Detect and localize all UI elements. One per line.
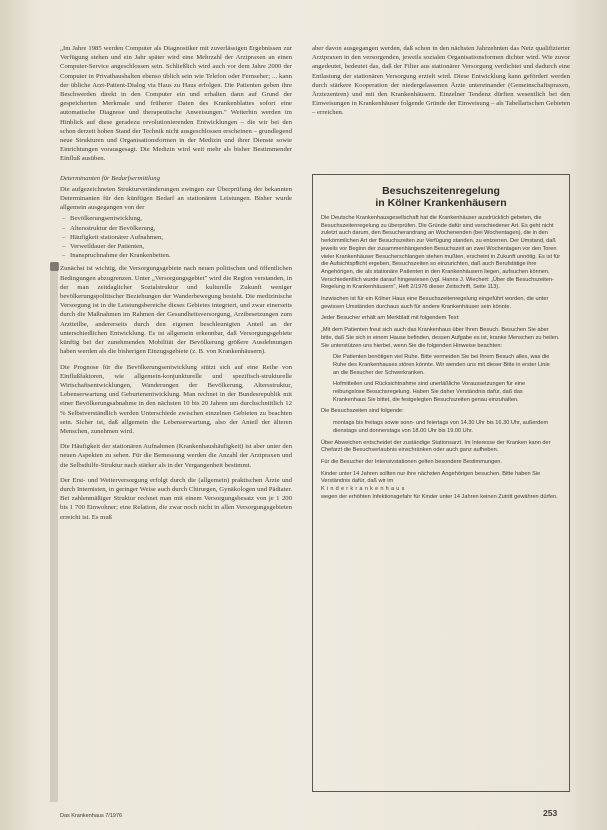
determinant-list — [60, 214, 292, 260]
box-indented-paragraph: Hofmitteilen und Rücksichtnahme sind unerläßliche Voraussetzungen für eine reibungslose Besuchsregelung. Haben Sie daher Verständnis dafür, daß das Krankenhaus Sie bittet, die festgelegten Besuchszeiten genau einzuhalten. — [333, 381, 526, 403]
box-paragraph: Über Abweichen entscheidet der zuständige Stationsarzt. Im Interesse der Kranken kann der Chefarzt die Besuchserlaubnis einschränken oder auch ganz aufheben. — [321, 439, 551, 454]
margin-mark — [50, 262, 59, 271]
info-box — [312, 174, 570, 792]
right-paragraph-1: aber davon ausgegangen werden, daß schon in den nächsten Jahrzehnten das Netz qualifizierter Arztpraxen in den versorgenden, jeweils sozialen Organisationsformen dichter wird. Wie zuvor angedeutet, bedeutet das, daß der Filter aus stationärer Versorgung verdichtet und dadurch eine Entlastung der stationären Versorgung erzielt wird. Diese Entwicklung kann gefördert werden durch stärkere Kooperation der niedergelassenen Ärzte untereinander (Gemeinschaftspraxen, Ärztezentren) und mit den Krankenhäusern. Einzelner Tendenz dürften wesentlich bei den Einweisungen in Krankenhäuser folgende Gründe der Einweisung – als Tabellarischen Gebieten – erreichen. — [312, 45, 570, 117]
list-item: – Inanspruchnahme der Krankenbetten. — [60, 251, 292, 260]
list-item: – Häufigkeit stationärer Aufnahmen, — [60, 233, 292, 242]
margin-shading — [50, 262, 58, 802]
box-quote: „Mit dem Patienten freut sich auch das Krankenhaus über Ihren Besuch. Besuchen Sie aber bitte, daß Sie sich in einem Hause befinden, dessen Aufgabe es ist, kranke Menschen zu heilen. Sie unterstützen uns hierbei, wenn Sie die folgenden Hinweise beachten: — [321, 327, 560, 349]
box-paragraph: Für die Besucher der Intensivstationen gelten besondere Bestimmungen. — [321, 458, 502, 465]
visiting-hours: montags bis freitags sowie sonn- und feiertags von 14.30 Uhr bis 16.30 Uhr, außerdem dienstags und donnerstags von 18.00 Uhr bis 19.00 Uhr. — [333, 420, 549, 434]
left-paragraph-1: „Im Jahre 1985 werden Computer als Diagnostiker mit zuverlässigen Ergebnissen zur Verfügung stehen und ein Jahr später wird eine Mehrzahl der Arztpraxen an einen Computer-Service angeschlossen sein. Schließlich wird auch vor dem Jahre 2000 der Computer in Privathaushalten ebenso üblich sein wie Telefon oder Fernseher; ... kann der übliche Arzt-Patient-Dialog via Haus zu Haus erfolgen. Die Patienten geben ihre Beschwerden direkt in den Computer ein und erhalten dann auf Grund der gespeicherten Merkmale und früherer Daten des Krankenblattes sofort eine automatische Diagnose und therapeutische Anweisungen." Weiterhin werden im Hinblick auf diese geradezu revolutionierenden Entwicklungen – die wir bei den schon derzeit hohen Stand der Technik nicht ausgeschlossen erscheinen – grundlegend neue Strukturen und Organisationsformen in der Medizin und ihrer Dienste sowie Einrichtungen vorausgesagt. Die Medizin wird weit mehr als bisher Bestimmender Einfluß ausüben. — [60, 45, 292, 163]
list-item: – Altersstruktur der Bevölkerung, — [60, 224, 292, 233]
box-paragraph: Jeder Besucher erhält am Merkblatt mit folgendem Text: — [321, 315, 460, 322]
box-title-line-2: in Kölner Krankenhäusern — [375, 197, 507, 209]
list-item: – Bevölkerungsentwicklung, — [60, 214, 292, 223]
box-paragraph: Die Besuchszeiten sind folgende: — [321, 408, 404, 415]
left-paragraph-4: Die Prognose für die Bevölkerungsentwicklung stützt sich auf eine Reihe von Einflußfaktoren, wie allgemein-konjunkturelle und spezifisch-strukturelle Wirtschaftsentwicklungen, Wanderungen der Bevölkerung, Altersstruktur, Lebenserwartung und Geburtenentwicklung. Man rechnet in der Bundesrepublik mit einer Bevölkerungsabnahme in den nächsten 10 bis 20 Jahren um durchschnittlich 12 % Selbstverständlich werden Unterschiede zwischen einzelnen Gebieten zu beachten sein. Sicher ist, daß allgemein die Lebenserwartung, also der Anteil der älteren Menschen, zunehmen wird. — [60, 363, 292, 435]
section-subheading: Determinanten für Bedarfsermittlung — [60, 174, 160, 182]
left-paragraph-5: Die Häufigkeit der stationären Aufnahmen (Krankenhaushäufigkeit) ist aber unter den neuen Aspekten zu sehen. Für die Bemessung werden die Anzahl der Arztpraxen und die Selbsthilfe-Struktur nach stärker als in der Vergangenheit bestimmt. — [60, 443, 292, 469]
list-item: – Verweildauer der Patienten, — [60, 242, 292, 251]
left-column — [60, 44, 292, 528]
right-column — [312, 44, 570, 118]
box-paragraph: wegen der erhöhten Infektionsgefahr für Kinder unter 14 Jahren keinen Zutritt gewähren dürfen. — [321, 493, 558, 500]
left-paragraph-2: Die aufgezeichneten Strukturveränderungen zwingen zur Überprüfung der bekannten Determinanten für den künftigen Bedarf an stationären Leistungen. Bisher wurde allgemein ausgegangen von der — [60, 185, 292, 212]
box-paragraph: Kinder unter 14 Jahren sollten nur ihre nächsten Angehörigen besuchen. Bitte haben Sie Verständnis dafür, daß wir im — [321, 470, 541, 485]
box-paragraph: Die Deutsche Krankenhausgesellschaft hat die Krankenhäuser ausdrücklich gebeten, die Besuchszeitenregelung zu überprüfen. Die Gründe dafür sind verschiedener Art. Es geht nicht zuletzt auch darum, den Besucherandrang an Wochenenden (bei Wochentagen), die in den herkömmlichen Art der Besuchszeiten zur Verfügung standen, zu entzerren. Der Umstand, daß jeweils vor Beginn der zusammenhängenden Besuchszeit an zwei Wochentagen vor den Toren vieler Krankenhäuser Besucherschlangen stehen mußten, erscheint in Zukunft unnötig. Es ist für die Aufsichtspflicht ergeben, Besuchszeiten so einzurichten, daß auch Berufstätige ihre Angehörigen, die als stationäre Patienten in den Krankenhäusern liegen, aufsuchen können. Verschiedentlich wurde darauf hingewiesen (vgl. Hanns J. Wiechert: „Über die Besuchszeiten-Regelung in Krankenhäusern", Heft 2/1976 dieser Zeitschrift, Seite 113). — [321, 215, 561, 291]
box-title — [321, 185, 561, 209]
journal-footer: Das Krankenhaus 7/1976 — [60, 813, 123, 819]
box-title-line-1: Besuchszeitenregelung — [382, 185, 500, 197]
box-paragraph: Inzwischen ist für ein Kölner Haus eine Besuchszeitenregelung eingeführt worden, die unter gewissen Umständen durchaus auch für andere Krankenhäuser sein könnte. — [321, 296, 549, 310]
box-indented-paragraph: Die Patienten benötigen viel Ruhe. Bitte vermeiden Sie bei Ihrem Besuch alles, was die Ruhe des Krankenhauses stören könnte. Wir wenden uns mit dieser Bitte in erster Linie an die Besucher der Schwerkranken. — [333, 354, 550, 376]
left-paragraph-6: Der Erst- und Weiterversorgung erfolgt durch die (allgemein) praktischen Ärzte und durch Internisten, in geringer Weise auch durch Chirurgen, Gynäkologen und Pädiater. Bei zahlenmäßiger Struktur rechnet man mit einem Versorgungsbesatz von je 1 200 bis 1 700 Einwohner; eine Relation, die zwar noch nicht in allen Versorgungsgebieten erreicht ist. Es muß — [60, 476, 292, 521]
left-paragraph-3: Zunächst ist wichtig, die Versorgungsgebiete nach neuen politischen und öffentlichen Bedingungen abzugrenzen. Unter „Versorgungsgebiet" wird die Region verstanden, in der man zeitdaglicher Sozialstruktur und kulturelle Zukunft weniger bevölkerungspolitischer Beziehungen der Wanderbewegung besteht. Die medizinische Versorgung ist in die Leistungsbereiche dieses Gebietes integriert, und zwar einerseits durch die Maßnahmen im Rahmen der Gesundheitsversorgung, Arztbesetzungen zum Arztteilbe, andererseits durch den eigenen beschleunigten Anteil an der unterschiedlichen Entwicklung. Es ist allgemein erkennbar, daß Versorgungsgebiete künftig bei der zunehmenden Mobilität der Bevölkerung größere Ausdehnungen haben werden als die bisherigen Einzugsgebiete (z. B. von Krankenhäusern). — [60, 265, 292, 356]
page-number: 253 — [543, 808, 558, 818]
box-spaced-word: Kinderkrankenhaus — [321, 486, 407, 493]
